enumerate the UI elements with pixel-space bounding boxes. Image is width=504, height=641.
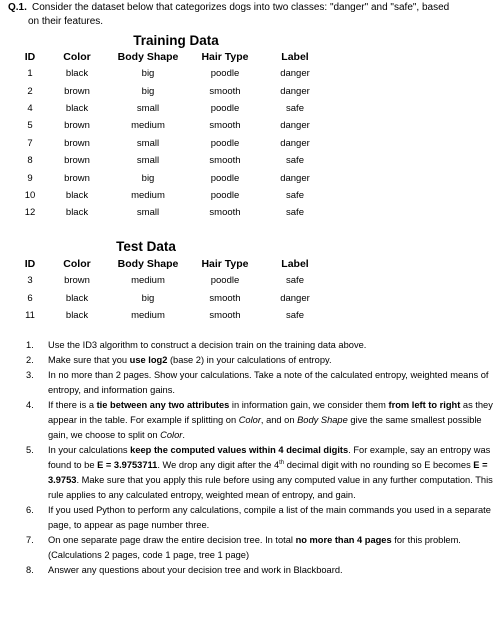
- cell-hair-type: poodle: [210, 189, 240, 201]
- cell-id: 12: [24, 207, 36, 219]
- cell-label: danger: [280, 68, 310, 80]
- cell-hair-type: poodle: [210, 137, 240, 149]
- cell-body-shape: big: [141, 85, 155, 97]
- cell-color: brown: [64, 275, 90, 287]
- table-row: [14, 289, 328, 306]
- cell-id: 10: [24, 189, 36, 201]
- cell-body-shape: medium: [131, 275, 165, 287]
- instruction-text: . Make sure that you apply this rule before using any computed value in any further computation. This rule applies to any calculated entropy, weighted mean of entropy, and gain.: [48, 475, 493, 500]
- table-row: [14, 152, 328, 169]
- cell-hair-type: poodle: [210, 68, 240, 80]
- instruction-item: [26, 443, 496, 503]
- instruction-text: Use the ID3 algorithm to construct a decision train on the training data above.: [48, 340, 367, 350]
- instruction-text: If you used Python to perform any calculations, compile a list of the main commands you used in a separate page, to appear as page number three.: [48, 505, 491, 530]
- cell-hair-type: poodle: [210, 275, 240, 287]
- header-color: Color: [63, 50, 91, 63]
- table-row: [14, 272, 328, 289]
- cell-hair-type: smooth: [209, 309, 241, 321]
- instruction-text: , and on: [260, 415, 298, 425]
- cell-color: brown: [64, 120, 90, 132]
- cell-label: danger: [280, 292, 310, 304]
- header-id: ID: [24, 50, 36, 63]
- instruction-item: [26, 503, 496, 533]
- cell-color: black: [65, 102, 89, 114]
- instructions-list: [26, 338, 496, 578]
- cell-body-shape: big: [141, 172, 155, 184]
- header-body-shape: Body Shape: [117, 257, 179, 270]
- cell-label: danger: [280, 172, 310, 184]
- cell-id: 1: [27, 68, 33, 80]
- instruction-text: E = 3.9753711: [97, 460, 158, 470]
- cell-color: brown: [64, 137, 90, 149]
- instruction-item: [26, 533, 496, 563]
- instruction-number: 7.: [26, 535, 34, 545]
- instruction-text: Body Shape: [297, 415, 348, 425]
- instruction-text: as they appear in the table. For example if splitting on: [48, 400, 493, 425]
- instruction-item: [26, 338, 496, 353]
- table-row: [14, 169, 328, 186]
- cell-color: black: [65, 207, 89, 219]
- cell-body-shape: small: [136, 102, 160, 114]
- instruction-text: give the same smallest possible gain, we choose to split on: [48, 415, 482, 440]
- test-data-table: [14, 255, 328, 324]
- training-header-row: [14, 48, 328, 65]
- instruction-text: If there is a: [48, 400, 97, 410]
- cell-color: black: [65, 309, 89, 321]
- cell-label: danger: [280, 137, 310, 149]
- instruction-item: [26, 368, 496, 398]
- cell-label: safe: [286, 275, 304, 287]
- cell-color: brown: [64, 85, 90, 97]
- cell-hair-type: smooth: [209, 292, 241, 304]
- instruction-text: th: [279, 459, 285, 466]
- instruction-text: In your calculations: [48, 445, 131, 455]
- instruction-number: 8.: [26, 565, 34, 575]
- cell-hair-type: poodle: [210, 102, 240, 114]
- cell-hair-type: smooth: [209, 155, 241, 167]
- instruction-text: Answer any questions about your decision tree and work in Blackboard.: [48, 565, 343, 575]
- question-intro: Consider the dataset below that categorizes dogs into two classes: "danger" and "safe", based: [32, 2, 450, 13]
- cell-hair-type: smooth: [209, 120, 241, 132]
- instruction-text: from left to right: [388, 400, 461, 410]
- instruction-text: tie between any two attributes: [96, 400, 230, 410]
- cell-hair-type: smooth: [209, 207, 241, 219]
- cell-color: black: [65, 189, 89, 201]
- table-row: [14, 100, 328, 117]
- cell-label: safe: [286, 309, 304, 321]
- header-hair-type: Hair Type: [201, 50, 249, 63]
- table-row: [14, 187, 328, 204]
- table-row: [14, 307, 328, 324]
- cell-body-shape: small: [136, 207, 160, 219]
- instruction-number: 5.: [26, 445, 34, 455]
- question-intro-line2: on their features.: [28, 16, 104, 27]
- cell-hair-type: smooth: [209, 85, 241, 97]
- instruction-number: 4.: [26, 400, 34, 410]
- cell-id: 5: [27, 120, 33, 132]
- header-hair-type: Hair Type: [201, 257, 249, 270]
- instruction-text: . For example, say an entropy was found to be: [48, 445, 491, 470]
- table-row: [14, 135, 328, 152]
- instruction-text: keep the computed values within 4 decimal digits: [130, 445, 349, 455]
- header-id: ID: [24, 257, 36, 270]
- cell-body-shape: big: [141, 292, 155, 304]
- instruction-item: [26, 353, 496, 368]
- instruction-text: E = 3.9753: [48, 460, 488, 485]
- cell-body-shape: medium: [131, 189, 165, 201]
- cell-color: black: [65, 292, 89, 304]
- header-color: Color: [63, 257, 91, 270]
- instruction-text: (base 2) in your calculations of entropy.: [167, 355, 332, 365]
- cell-body-shape: small: [136, 137, 160, 149]
- instruction-number: 2.: [26, 355, 34, 365]
- question-header: [8, 1, 498, 29]
- cell-label: safe: [286, 155, 304, 167]
- cell-label: safe: [286, 102, 304, 114]
- cell-label: safe: [286, 207, 304, 219]
- instruction-text: In no more than 2 pages. Show your calculations. Take a note of the calculated entropy, weighted means of entropy, and information gains.: [48, 370, 489, 395]
- cell-id: 9: [27, 172, 33, 184]
- cell-label: danger: [280, 85, 310, 97]
- table-row: [14, 204, 328, 221]
- training-data-title: Training Data: [133, 33, 219, 48]
- cell-id: 8: [27, 155, 33, 167]
- training-data-table: [14, 48, 328, 222]
- instruction-text: Color: [160, 430, 183, 440]
- instruction-item: [26, 563, 496, 578]
- instruction-text: for this problem. (Calculations 2 pages, code 1 page, tree 1 page): [48, 535, 461, 560]
- instruction-text: On one separate page draw the entire decision tree. In total: [48, 535, 296, 545]
- test-header-row: [14, 255, 328, 272]
- cell-id: 2: [27, 85, 33, 97]
- cell-label: danger: [280, 120, 310, 132]
- cell-label: safe: [286, 189, 304, 201]
- cell-id: 4: [27, 102, 33, 114]
- cell-id: 3: [27, 275, 33, 287]
- instruction-text: use log2: [129, 355, 168, 365]
- cell-body-shape: small: [136, 155, 160, 167]
- cell-color: black: [65, 68, 89, 80]
- instruction-number: 1.: [26, 340, 34, 350]
- instruction-text: decimal digit with no rounding so E becomes: [284, 460, 474, 470]
- instruction-text: .: [182, 430, 185, 440]
- test-data-title: Test Data: [116, 239, 176, 254]
- cell-id: 7: [27, 137, 33, 149]
- cell-color: brown: [64, 155, 90, 167]
- instruction-number: 3.: [26, 370, 34, 380]
- cell-id: 6: [27, 292, 33, 304]
- table-row: [14, 117, 328, 134]
- header-body-shape: Body Shape: [117, 50, 179, 63]
- instruction-number: 6.: [26, 505, 34, 515]
- instruction-item: [26, 398, 496, 443]
- table-row: [14, 82, 328, 99]
- instruction-text: . We drop any digit after the 4: [157, 460, 280, 470]
- instruction-text: Color: [238, 415, 261, 425]
- header-label: Label: [281, 257, 309, 270]
- table-row: [14, 65, 328, 82]
- question-number: Q.1.: [8, 2, 27, 13]
- instruction-text: Make sure that you: [48, 355, 130, 365]
- instruction-text: in information gain, we consider them: [229, 400, 389, 410]
- cell-color: brown: [64, 172, 90, 184]
- header-label: Label: [281, 50, 309, 63]
- instruction-text: no more than 4 pages: [295, 535, 392, 545]
- cell-body-shape: medium: [131, 309, 165, 321]
- cell-id: 11: [25, 309, 35, 321]
- cell-hair-type: poodle: [210, 172, 240, 184]
- cell-body-shape: medium: [131, 120, 165, 132]
- cell-body-shape: big: [141, 68, 155, 80]
